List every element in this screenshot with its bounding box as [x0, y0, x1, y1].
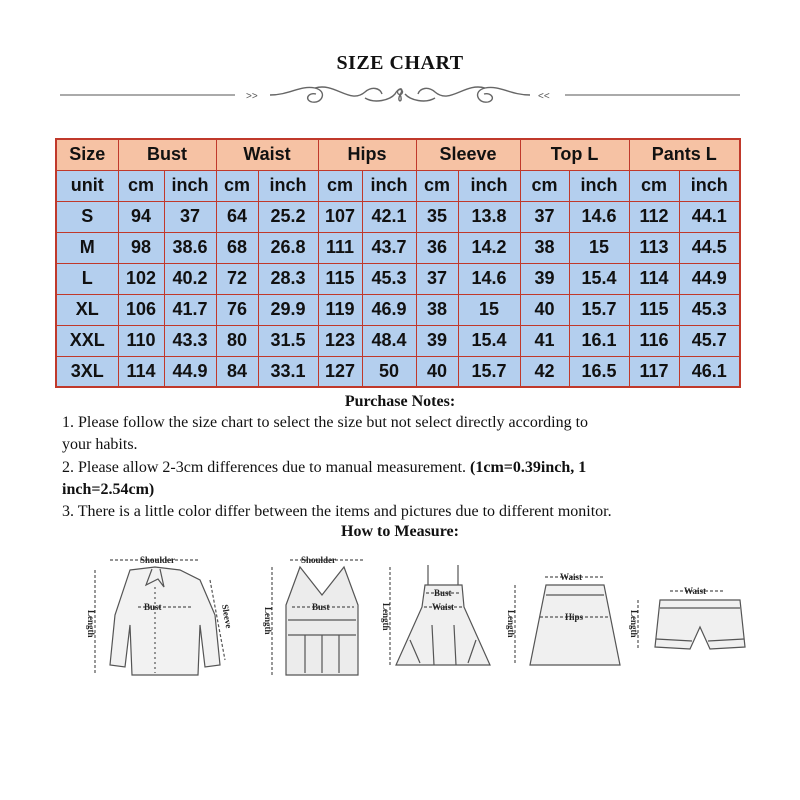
measurement-cell: 72 — [216, 263, 258, 294]
measurement-cell: 15.7 — [458, 356, 520, 387]
measurement-cell: 36 — [416, 232, 458, 263]
measurement-cell: 16.1 — [569, 325, 629, 356]
measurement-cell: 80 — [216, 325, 258, 356]
measurement-cell: 42 — [520, 356, 569, 387]
unit-cell: cm — [629, 170, 679, 201]
header-waist: Waist — [216, 139, 318, 170]
measurement-cell: 45.7 — [679, 325, 740, 356]
flourish-icon — [270, 87, 530, 102]
measurement-cell: 106 — [118, 294, 164, 325]
measurement-cell: 112 — [629, 201, 679, 232]
size-label: 3XL — [56, 356, 118, 387]
size-label: L — [56, 263, 118, 294]
measurement-cell: 98 — [118, 232, 164, 263]
size-label: XL — [56, 294, 118, 325]
measurement-diagrams — [60, 545, 760, 695]
measurement-cell: 110 — [118, 325, 164, 356]
measurement-cell: 40 — [416, 356, 458, 387]
measurement-cell: 68 — [216, 232, 258, 263]
header-size: Size — [56, 139, 118, 170]
header-pants-l: Pants L — [629, 139, 740, 170]
header-hips: Hips — [318, 139, 416, 170]
ornamental-divider — [60, 80, 740, 110]
measurement-cell: 31.5 — [258, 325, 318, 356]
unit-cell: inch — [362, 170, 416, 201]
measurement-cell: 15.4 — [569, 263, 629, 294]
note-2 — [62, 457, 762, 479]
table-row — [56, 263, 740, 294]
measurement-cell: 15.7 — [569, 294, 629, 325]
blouse-shoulder-label: Shoulder — [140, 555, 176, 565]
measurement-cell: 41.7 — [164, 294, 216, 325]
measurement-cell: 46.1 — [679, 356, 740, 387]
measurement-cell: 102 — [118, 263, 164, 294]
note-2-conversion-cont: inch=2.54cm) — [62, 481, 155, 498]
dress-diagram-icon — [390, 565, 490, 665]
measurement-cell: 33.1 — [258, 356, 318, 387]
measurement-cell: 45.3 — [362, 263, 416, 294]
measurement-cell: 44.5 — [679, 232, 740, 263]
tank-bust-label: Bust — [312, 602, 330, 612]
blouse-bust-label: Bust — [144, 602, 162, 612]
blouse-sleeve-label: Sleeve — [220, 603, 235, 629]
measurement-cell: 38.6 — [164, 232, 216, 263]
note-2-continued — [62, 479, 762, 501]
tank-shoulder-label: Shoulder — [301, 555, 337, 565]
measurement-cell: 114 — [629, 263, 679, 294]
blouse-diagram-icon — [95, 560, 225, 675]
measurement-cell: 28.3 — [258, 263, 318, 294]
measurement-cell: 43.7 — [362, 232, 416, 263]
skirt-length-label: Length — [506, 610, 516, 638]
unit-cell: cm — [216, 170, 258, 201]
how-to-measure-title: How to Measure: — [341, 523, 459, 540]
unit-cell: inch — [164, 170, 216, 201]
measurement-cell: 37 — [164, 201, 216, 232]
measurement-cell: 15 — [569, 232, 629, 263]
size-label: M — [56, 232, 118, 263]
dress-bust-label: Bust — [434, 588, 452, 598]
measurement-cell: 117 — [629, 356, 679, 387]
measurement-cell: 39 — [416, 325, 458, 356]
note-2-conversion: (1cm=0.39inch, 1 — [470, 459, 587, 476]
measurement-cell: 35 — [416, 201, 458, 232]
size-label: XXL — [56, 325, 118, 356]
measurement-cell: 48.4 — [362, 325, 416, 356]
header-top-l: Top L — [520, 139, 629, 170]
measurement-cell: 15.4 — [458, 325, 520, 356]
divider-left-marks: >> — [246, 91, 258, 102]
measurement-cell: 94 — [118, 201, 164, 232]
blouse-length-label: Length — [86, 610, 96, 638]
unit-cell: inch — [569, 170, 629, 201]
measurement-cell: 127 — [318, 356, 362, 387]
purchase-notes-title: Purchase Notes: — [344, 393, 456, 410]
measurement-cell: 15 — [458, 294, 520, 325]
dress-length-label: Length — [381, 603, 391, 631]
measurement-cell: 39 — [520, 263, 569, 294]
divider-right-marks: << — [538, 91, 550, 102]
measurement-cell: 40 — [520, 294, 569, 325]
table-row — [56, 325, 740, 356]
measurement-cell: 84 — [216, 356, 258, 387]
tank-length-label: Length — [263, 607, 273, 635]
size-chart-title: SIZE CHART — [336, 52, 464, 74]
size-label: S — [56, 201, 118, 232]
table-row — [56, 294, 740, 325]
measurement-cell: 114 — [118, 356, 164, 387]
unit-cell: inch — [458, 170, 520, 201]
measurement-cell: 115 — [629, 294, 679, 325]
measurement-cell: 38 — [520, 232, 569, 263]
measurement-cell: 107 — [318, 201, 362, 232]
note-1-line-2: your habits. — [62, 436, 138, 453]
table-row — [56, 201, 740, 232]
measurement-cell: 14.2 — [458, 232, 520, 263]
measurement-cell: 41 — [520, 325, 569, 356]
note-2-text: 2. Please allow 2-3cm differences due to manual measurement. — [62, 459, 471, 476]
unit-cell: inch — [258, 170, 318, 201]
measurement-cell: 76 — [216, 294, 258, 325]
measurement-cell: 111 — [318, 232, 362, 263]
measurement-cell: 37 — [416, 263, 458, 294]
unit-cell: cm — [520, 170, 569, 201]
measurement-cell: 43.3 — [164, 325, 216, 356]
skirt-hips-label: Hips — [565, 612, 584, 622]
measurement-cell: 38 — [416, 294, 458, 325]
unit-cell: inch — [679, 170, 740, 201]
shorts-waist-label: Waist — [684, 586, 707, 596]
measurement-cell: 25.2 — [258, 201, 318, 232]
measurement-cell: 16.5 — [569, 356, 629, 387]
measurement-cell: 116 — [629, 325, 679, 356]
unit-label: unit — [56, 170, 118, 201]
header-bust: Bust — [118, 139, 216, 170]
unit-cell: cm — [318, 170, 362, 201]
tank-top-diagram-icon — [272, 560, 365, 675]
measurement-cell: 44.9 — [679, 263, 740, 294]
measurement-cell: 123 — [318, 325, 362, 356]
note-1-line-1: 1. Please follow the size chart to select the size but not select directly according to — [62, 414, 589, 431]
measurement-cell: 42.1 — [362, 201, 416, 232]
dress-waist-label: Waist — [432, 602, 455, 612]
table-row — [56, 232, 740, 263]
measurement-cell: 44.9 — [164, 356, 216, 387]
unit-cell: cm — [118, 170, 164, 201]
size-table — [55, 138, 741, 388]
measurement-cell: 40.2 — [164, 263, 216, 294]
measurement-cell: 14.6 — [458, 263, 520, 294]
measurement-cell: 26.8 — [258, 232, 318, 263]
shorts-diagram-icon — [638, 591, 745, 649]
measurement-cell: 50 — [362, 356, 416, 387]
header-sleeve: Sleeve — [416, 139, 520, 170]
measurement-cell: 64 — [216, 201, 258, 232]
table-header-row — [56, 139, 740, 170]
skirt-waist-label: Waist — [560, 572, 583, 582]
measurement-cell: 37 — [520, 201, 569, 232]
measurement-cell: 44.1 — [679, 201, 740, 232]
measurement-cell: 29.9 — [258, 294, 318, 325]
unit-cell: cm — [416, 170, 458, 201]
measurement-cell: 13.8 — [458, 201, 520, 232]
measurement-cell: 14.6 — [569, 201, 629, 232]
note-3: 3. There is a little color differ between the items and pictures due to different monitor. — [62, 503, 612, 520]
measurement-cell: 119 — [318, 294, 362, 325]
measurement-cell: 115 — [318, 263, 362, 294]
table-row — [56, 356, 740, 387]
measurement-cell: 113 — [629, 232, 679, 263]
measurement-cell: 46.9 — [362, 294, 416, 325]
table-unit-row — [56, 170, 740, 201]
shorts-length-label: Length — [629, 610, 639, 638]
measurement-cell: 45.3 — [679, 294, 740, 325]
